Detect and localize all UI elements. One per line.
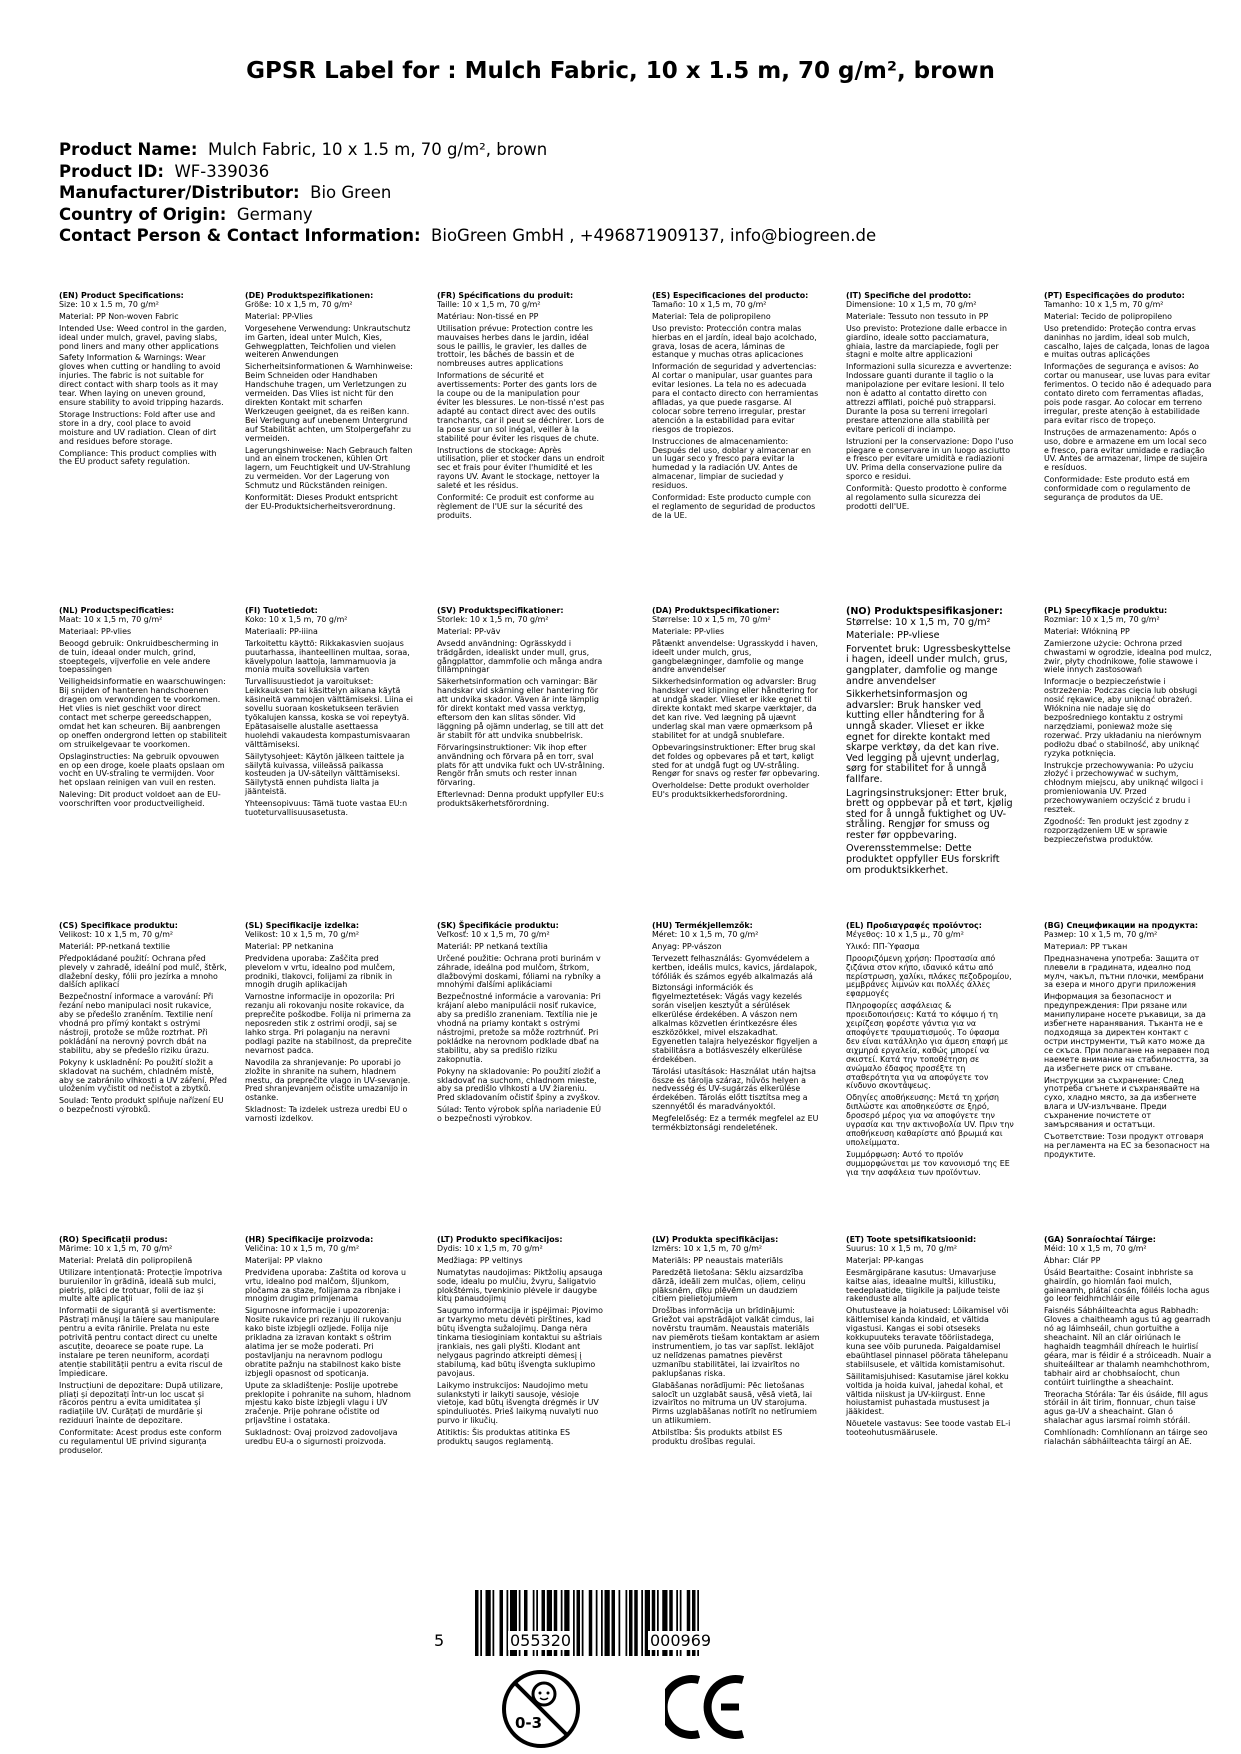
section-heading: (GA) Sonraíochtaí Táirge:: [1044, 1235, 1156, 1244]
section-heading: (PL) Specyfikacje produktu:: [1044, 606, 1168, 615]
section-size: Rozmiar: 10 x 1,5 m, 70 g/m²: [1044, 614, 1160, 624]
section-size: Størrelse: 10 x 1,5 m, 70 g/m²: [846, 616, 991, 628]
section-paragraph: Material: Tela de polipropileno: [652, 311, 771, 321]
section-size: Suurus: 10 x 1,5 m, 70 g/m²: [846, 1243, 958, 1253]
spec-section: [1044, 292, 1212, 506]
section-size: Tamaño: 10 x 1,5 m, 70 g/m²: [652, 299, 767, 309]
section-paragraph: Veiligheidsinformatie en waarschuwingen: Bij snijden of hanteren handschoenen dragen om verwondingen te voorkomen. Het vlies is niet geschikt voor direct contact met scherpe gereedschappen, omdat het kan scheuren. Bij aanbrengen op oneffen ondergrond letten op stabiliteit om struikelgevaar te voorkomen.: [59, 677, 227, 749]
section-size: Größe: 10 x 1,5 m, 70 g/m²: [245, 299, 353, 309]
section-paragraph: Opslaginstructies: Na gebruik opvouwen en op een droge, koele plaats opslaan om vocht en UV-straling te vermijden. Voor het opslaan reinigen van vuil en resten.: [59, 751, 225, 788]
section-paragraph: Säilytysohjeet: Käytön jälkeen taittele ja säilytä kuivassa, viileässä paikassa kosteuden ja UV-säteilyn välttämiseksi. Säilytystä ennen puhdista lialta ja jäänteistä.: [245, 751, 405, 797]
barcode-bar: [493, 1590, 495, 1656]
info-label: Manufacturer/Distributor:: [59, 183, 300, 202]
section-size: Méid: 10 x 1,5 m, 70 g/m²: [1044, 1243, 1147, 1253]
info-label: Product ID:: [59, 161, 164, 181]
barcode-bar: [589, 1590, 593, 1656]
section-paragraph: Υλικό: ΠΠ-Ύφασμα: [846, 941, 920, 951]
section-paragraph: Soulad: Tento produkt splňuje nařízení EU o bezpečnosti výrobků.: [59, 1096, 224, 1115]
section-paragraph: Informations de sécurité et avertissements: Porter des gants lors de la coupe ou de la manipulation pour éviter les blessures. Le non-tissé n'est pas adapté au contact direct avec des outils tranchants, car il peut se déchirer. Lors de la pose sur un sol inégal, veiller à la stabilité pour éviter les risques de chute.: [437, 371, 605, 443]
section-paragraph: Предназначена употреба: Защита от плевели в градината, идеално под мулч, чакъл, пътни плочки, мембрани за езера и много други приложения: [1044, 953, 1204, 990]
section-paragraph: Faisnéis Sábháilteachta agus Rabhadh: Gloves a chaitheamh agus tú ag gearradh nó ag láimhseáil, chun gortuithe a sheachaint. Níl an clár oiriúnach le haghaidh teagmháil dhíreach le huirlisí géara, mar is féidir é a stróiceadh. Nuair a shuiteáiltear ar thalamh neamhchothrom, tabhair aird ar chobhsaíocht, chun contúirt tuirlingthe a sheachaint.: [1044, 1306, 1212, 1387]
section-paragraph: Informacje o bezpieczeństwie i ostrzeżenia: Podczas cięcia lub obsługi nosić rękawice, aby uniknąć obrażeń. Włóknina nie nadaje się do bezpośredniego kontaktu z ostrymi narzędziami, ponieważ może się rozerwać. Przy układaniu na nierównym podłożu dbać o stabilność, aby uniknąć ryzyka potknięcia.: [1044, 677, 1202, 758]
barcode-bar: [612, 1590, 616, 1656]
spec-section: [437, 292, 605, 524]
info-row: [59, 225, 876, 247]
spec-section: [1044, 1236, 1212, 1450]
section-paragraph: Información de seguridad y advertencias: Al cortar o manipular, usar guantes para evitar lesiones. La tela no es adecuada para el contacto directo con herramientas afiladas, ya que puede rasgarse. Al colocar sobre terreno irregular, prestar atención a la estabilidad para evitar riesgos de tropiezos.: [652, 362, 819, 434]
section-paragraph: Sigurnosne informacije i upozorenja: Nosite rukavice pri rezanju ili rukovanju kako biste izbjegli ozljede. Folija nije prikladna za izravan kontakt s oštrim alatima jer se može poderati. Pri postavljanju na neravnom podlogu obratite pažnju na stabilnost kako biste izbjegli opasnost od spoticanja.: [245, 1306, 402, 1378]
info-value: WF-339036: [174, 161, 270, 181]
section-paragraph: Πληροφορίες ασφάλειας & προειδοποιήσεις: Κατά το κόψιμο ή τη χειρίζεση φορέστε γάντια για να αποφύγετε τραυματισμούς. Το ύφασμα δεν είναι κατάλληλο για άμεση επαφή με αιχμηρά εργαλεία, καθώς μπορεί να σκιστεί. Κατά την τοποθέτηση σε ανώμαλο έδαφος προσέξτε τη σταθερότητα για να αποφύγετε τον κίνδυνο σκοντάψεως.: [846, 1001, 1009, 1091]
section-heading: (EL) Προδιαγραφές προϊόντος:: [846, 921, 982, 930]
barcode-bar: [596, 1590, 598, 1656]
section-paragraph: Zamierzone użycie: Ochrona przed chwastami w ogrodzie, idealna pod mulcz, żwir, płyty chodnikowe, folie stawowe i wiele innych zastosowań: [1044, 638, 1212, 675]
section-paragraph: Treoracha Stórála: Tar éis úsáide, fill agus stóráil in áit tirim, fionnuar, chun taise agus ga-UV a sheachaint. Glan ó shalachar agus iarsmaí roimh stóráil.: [1044, 1389, 1208, 1426]
section-size: Размер: 10 x 1,5 m, 70 g/m²: [1044, 929, 1158, 939]
section-heading: (CS) Specifikace produktu:: [59, 921, 178, 930]
info-row: [59, 204, 876, 226]
section-paragraph: Material: PP Non-woven Fabric: [59, 311, 179, 321]
section-paragraph: Saugumo informacija ir įspėjimai: Pjovimo ar tvarkymo metu dėvėti pirštines, kad būtų išvengta sužalojimų. Danga nėra tinkama tiesioginiam kontaktui su aštriais įrankiais, nes gali plyšti. Klodant ant nelygaus pagrindo atkreipti dėmesį į stabilumą, kad būtų išvengta suklupimo pavojaus.: [437, 1306, 603, 1378]
section-paragraph: Conformidade: Este produto está em conformidade com o regulamento de segurança de produtos da UE.: [1044, 475, 1191, 503]
section-size: Mărime: 10 x 1,5 m, 70 g/m²: [59, 1243, 173, 1253]
ce-mark-icon: [665, 1672, 747, 1742]
section-heading: (ES) Especificaciones del producto:: [652, 291, 809, 300]
product-info-block: [59, 139, 876, 247]
barcode-right-digits: 000969: [650, 1631, 712, 1650]
section-paragraph: Eesmärgipärane kasutus: Umavarjuse kaitse aias, ideaalne multši, killustiku, teedeplaatide, tiigikile ja paljude teiste rakenduste alla: [846, 1267, 1001, 1304]
spec-section: [846, 922, 1014, 1180]
spec-section: [652, 292, 820, 524]
section-size: Izmērs: 10 x 1,5 m, 70 g/m²: [652, 1243, 763, 1253]
section-paragraph: Sukladnost: Ovaj proizvod zadovoljava uredbu EU-a o sigurnosti proizvoda.: [245, 1428, 398, 1447]
section-paragraph: Vorgesehene Verwendung: Unkrautschutz im Garten, ideal unter Mulch, Kies, Gehwegplatten, Teichfolien und vielen weiteren Anwendungen: [245, 323, 411, 360]
barcode-bar: [486, 1590, 491, 1656]
section-paragraph: Lagringsinstruksjoner: Etter bruk, brett og oppbevar på et tørt, kjølig sted for å unngå fuktighet og UV-stråling. Rengjør for smuss og rester før oppbevaring.: [846, 787, 1013, 841]
spec-section: [1044, 607, 1212, 848]
section-paragraph: Instrukcje przechowywania: Po użyciu złożyć i przechowywać w suchym, chłodnym miejscu, aby uniknąć wilgoci i promieniowania UV. Przed przechowywaniem oczyścić z brudu i resztek.: [1044, 760, 1204, 815]
section-size: Dydis: 10 x 1,5 m, 70 g/m²: [437, 1243, 543, 1253]
info-value: Mulch Fabric, 10 x 1.5 m, 70 g/m², brown: [207, 140, 548, 159]
svg-text:0-3: 0-3: [515, 1714, 543, 1732]
info-label: Country of Origin:: [59, 204, 227, 224]
barcode-bar: [577, 1590, 581, 1656]
section-paragraph: Materjal: PP-kangas: [846, 1255, 924, 1265]
spec-section: [437, 1236, 605, 1450]
section-paragraph: Инструкции за съхранение: След употреба сгънете и съхранявайте на сухо, хладно място, за да избегнете влага и UV-излъчване. Преди съхранение почистете от замърсявания и остатъци.: [1044, 1075, 1200, 1130]
section-paragraph: Určené použitie: Ochrana proti burinám v záhrade, ideálna pod mulčom, štrkom, dlažbovými doskami, fóliami na rybníky a mnohými ďalšími aplikáciami: [437, 953, 601, 990]
section-paragraph: Storage Instructions: Fold after use and store in a dry, cool place to avoid moisture and UV radiation. Clean of dirt and residues before storage.: [59, 409, 217, 446]
info-value: BioGreen GmbH , +496871909137, info@biogreen.de: [431, 226, 877, 245]
spec-section: [59, 607, 227, 812]
barcode-bar: [619, 1590, 621, 1656]
section-paragraph: Ábhar: Clár PP: [1044, 1255, 1101, 1265]
section-size: Taille: 10 x 1,5 m, 70 g/m²: [437, 299, 541, 309]
section-paragraph: Beoogd gebruik: Onkruidbescherming in de tuin, ideaal onder mulch, grind, stoeptegels, vijverfolie en vele andere toepassingen: [59, 638, 219, 675]
info-row: [59, 139, 876, 161]
section-paragraph: Conformité: Ce produit est conforme au règlement de l'UE sur la sécurité des produits.: [437, 493, 594, 520]
section-paragraph: Materiale: PP-vliese: [846, 630, 940, 642]
section-heading: (SV) Produktspecifikationer:: [437, 606, 564, 615]
section-paragraph: Instrucțiuni de depozitare: După utilizare, pliați și depozitați într-un loc uscat și răcoros pentru a evita umiditatea și radiațiile UV. Curățați de murdărie și reziduuri înainte de depozitare.: [59, 1380, 224, 1426]
barcode-bar: [629, 1590, 633, 1656]
section-paragraph: Numatytas naudojimas: Piktžolių apsauga sode, idealu po mulčiu, žvyru, šaligatvio plokštėmis, tvenkinio plėvele ir daugybe kitų panaudojimų: [437, 1267, 603, 1304]
section-paragraph: Safety Information & Warnings: Wear gloves when cutting or handling to avoid injuries. The fabric is not suitable for direct contact with sharp tools as it may tear. When laying on uneven ground, ensure stability to avoid tripping hazards.: [59, 353, 224, 407]
barcode-left-digits: 055320: [510, 1631, 572, 1650]
barcode-bar: [634, 1590, 638, 1656]
section-paragraph: Säilitamisjuhised: Kasutamise järel kokku voltida ja hoida kuival, jahedal kohal, et vältida niiskust ja UV-kiirgust. Enne hoiustamist puhastada mustusest ja jääkidest.: [846, 1371, 1009, 1417]
spec-section: [1044, 922, 1212, 1163]
barcode-bar: [601, 1590, 603, 1656]
page-title: GPSR Label for : Mulch Fabric, 10 x 1.5 m, 70 g/m², brown: [246, 58, 995, 84]
section-paragraph: Utilisation prévue: Protection contre les mauvaises herbes dans le jardin, idéal sous le paillis, le gravier, les dalles de trottoir, les bâches de bassin et de nombreuses autres applications: [437, 323, 593, 369]
section-paragraph: Materiał: Włókniną PP: [1044, 626, 1130, 636]
barcode-bar: [626, 1590, 628, 1656]
section-paragraph: Instruções de armazenamento: Após o uso, dobre e armazene em um local seco e fresco, para evitar umidade e radiação UV. Antes de armazenar, limpe de sujeira e resíduos.: [1044, 427, 1208, 473]
section-paragraph: Sicherheitsinformationen & Warnhinweise: Beim Schneiden oder Handhaben Handschuhe tragen, um Verletzungen zu vermeiden. Das Vlies ist nicht für den direkten Kontakt mit scharfen Werkzeugen geeignet, da es reißen kann. Bei Verlegung auf unebenem Untergrund auf Stabilität achten, um Stolpergefahr zu vermeiden.: [245, 362, 413, 443]
section-paragraph: Tervezett felhasználás: Gyomvédelem a kertben, ideális mulcs, kavics, járdalapok, tófóliák és számos egyéb alkalmazás alá: [652, 953, 818, 981]
section-paragraph: Overensstemmelse: Dette produktet oppfyller EUs forskrift om produktsikkerhet.: [846, 843, 1000, 876]
section-paragraph: Súlad: Tento výrobok spĺňa nariadenie EÚ o bezpečnosti výrobkov.: [437, 1105, 602, 1124]
section-size: Veľkosť: 10 x 1,5 m, 70 g/m²: [437, 929, 550, 939]
section-paragraph: Efterlevnad: Denna produkt uppfyller EU:s produktsäkerhetsförordning.: [437, 790, 604, 809]
section-paragraph: Instrucciones de almacenamiento: Después del uso, doblar y almacenar en un lugar seco y fresco para evitar la humedad y la radiación UV. Antes de almacenar, limpiar de suciedad y residuos.: [652, 436, 812, 491]
spec-section: [245, 1236, 413, 1450]
section-paragraph: Sikkerhetsinformasjon og advarsler: Bruk hansker ved kutting eller håndtering for å unngå skader. Vlieset er ikke egnet for direkte kontakt med skarpe verktøy, da det kan rive. Ved legging på ujevnt underlag, sørg for stabilitet for å unngå fallfare.: [846, 689, 1000, 785]
section-paragraph: Materiál: PP netkaná textília: [437, 941, 548, 951]
section-paragraph: Megfelelőség: Ez a termék megfelel az EU termékbiztonsági rendeletének.: [652, 1114, 819, 1133]
section-paragraph: Материал: PP тъкан: [1044, 941, 1128, 951]
section-paragraph: Matériau: Non-tissé en PP: [437, 311, 539, 321]
section-paragraph: Conformitate: Acest produs este conform cu regulamentul UE privind siguranța produselor.: [59, 1428, 222, 1455]
section-paragraph: Materiale: Tessuto non tessuto in PP: [846, 311, 989, 321]
spec-section: [437, 607, 605, 812]
section-heading: (RO) Specificații produs:: [59, 1235, 168, 1244]
section-paragraph: Forventet bruk: Ugressbeskyttelse i hagen, ideell under mulch, grus, gangplater, damfolie og mange andre anvendelser: [846, 643, 1011, 687]
section-paragraph: Προοριζόμενη χρήση: Προστασία από ζιζάνια στον κήπο, ιδανικό κάτω από περίστρωση, χαλίκι, πλάκες πεζοδρομίου, μεμβράνες λιμνών και πολλές άλλες εφαρμογές: [846, 953, 1012, 999]
section-heading: (DA) Produktspecifikationer:: [652, 606, 780, 615]
section-paragraph: Materiaal: PP-vlies: [59, 626, 132, 636]
section-paragraph: Material: PP-väv: [437, 626, 501, 636]
section-paragraph: Förvaringsinstruktioner: Vik ihop efter användning och förvara på en torr, sval plats för att undvika fukt och UV-strålning. Rengör från smuts och rester innan förvaring.: [437, 742, 605, 788]
section-size: Méret: 10 x 1,5 m, 70 g/m²: [652, 929, 759, 939]
section-paragraph: Uso pretendido: Proteção contra ervas daninhas no jardim, ideal sob mulch, cascalho, lajes de calçada, lonas de lagoa e muitas outras aplicações: [1044, 323, 1210, 360]
section-size: Størrelse: 10 x 1,5 m, 70 g/m²: [652, 614, 771, 624]
section-paragraph: Informações de segurança e avisos: Ao cortar ou manusear, use luvas para evitar ferimentos. O tecido não é adequado para contato direto com ferramentas afiadas, pois pode rasgar. Ao colocar em terreno irregular, preste atenção à estabilidade para evitar risco de tropeço.: [1044, 362, 1212, 425]
section-paragraph: Uso previsto: Protezione dalle erbacce in giardino, ideale sotto pacciamatura, ghiaia, lastre da marciapiede, fogli per stagni e molte altre applicazioni: [846, 323, 1007, 360]
spec-section: [245, 922, 413, 1127]
section-paragraph: Naleving: Dit product voldoet aan de EU-voorschriften voor productveiligheid.: [59, 790, 221, 809]
section-paragraph: Turvallisuustiedot ja varoitukset: Leikkauksen tai käsittelyn aikana käytä käsineitä vammojen välttämiseksi. Liina ei sovellu suoraan kosketukseen terävien työkalujen kanssa, koska se voi repeytyä. Epätasaiselle alustalle asettaessa huolehdi vakaudesta kompastumisvaaran välttämiseksi.: [245, 677, 413, 749]
section-paragraph: Navodila za shranjevanje: Po uporabi jo zložite in shranite na suhem, hladnem mestu, da preprečite vlago in UV-sevanje. Pred shranjevanjem očistite umazanijo in ostanke.: [245, 1057, 411, 1103]
section-heading: (IT) Specifiche del prodotto:: [846, 291, 972, 300]
section-size: Dimensione: 10 x 1,5 m, 70 g/m²: [846, 299, 977, 309]
spec-section: [59, 922, 227, 1118]
section-paragraph: Overholdelse: Dette produkt overholder EU's produktsikkerhedsforordning.: [652, 781, 810, 800]
section-heading: (LT) Produkto specifikacijos:: [437, 1235, 563, 1244]
section-paragraph: Material: PP-Vlies: [245, 311, 313, 321]
section-paragraph: Sikkerhedsinformation og advarsler: Brug handsker ved klipning eller håndtering for at undgå skader. Vlieset er ikke egnet til direkte kontakt med skarpe værktøjer, da det kan rive. Ved lægning på ujævnt underlag skal man være opmærksom på stabilitet for at undgå snublefare.: [652, 677, 819, 740]
section-heading: (SK) Špecifikácie produktu:: [437, 921, 559, 930]
spec-section: [437, 922, 605, 1127]
section-paragraph: Anyag: PP-vászon: [652, 941, 722, 951]
section-paragraph: Intended Use: Weed control in the garden, ideal under mulch, gravel, paving slabs, pond liners and many other applications: [59, 323, 227, 351]
spec-section: [245, 292, 413, 515]
section-paragraph: Bezpečnostné informácie a varovania: Pri krájaní alebo manipulácii nosiť rukavice, aby sa predišlo zraneniam. Textília nie je vhodná na priamy kontakt s ostrými nástrojmi, pretože sa môže roztrhnúť. Pri pokládke na nerovnom podklade dbať na stabilitu, aby sa predišlo riziku zakopnutia.: [437, 992, 601, 1064]
section-paragraph: Utilizare intenționată: Protecție împotriva buruienilor în grădină, ideală sub mulci, pietriș, plăci de trotuar, folii de iaz și multe alte aplicații: [59, 1267, 223, 1304]
section-paragraph: Drošības informācija un brīdinājumi: Griežot vai apstrādājot valkāt cimdus, lai novērstu traumām. Neaustais materiāls nav piemērots tiešam kontaktam ar asiem instrumentiem, jo tas var saplīst. Ieklājot uz nelīdzenas pamatnes pievērst uzmanību stabilitātei, lai izvairītos no paklupšanas riska.: [652, 1306, 820, 1378]
spec-section: [59, 292, 227, 470]
spec-section: [652, 1236, 820, 1450]
section-paragraph: Pokyny k uskladnění: Po použití složit a skladovat na suchém, chladném místě, aby se zabránilo vlhkosti a UV záření. Před uložením vyčistit od nečistot a zbytků.: [59, 1057, 227, 1094]
section-paragraph: Material: Tecido de polipropileno: [1044, 311, 1173, 321]
info-row: [59, 182, 876, 204]
section-size: Size: 10 x 1.5 m, 70 g/m²: [59, 299, 159, 309]
section-paragraph: Glabāšanas norādījumi: Pēc lietošanas salocīt un uzglabāt sausā, vēsā vietā, lai izvairītos no mitruma un UV starojuma. Pirms uzglabāšanas notīrīt no netīrumiem un atlikumiem.: [652, 1380, 817, 1426]
section-paragraph: Lagerungshinweise: Nach Gebrauch falten und an einem trockenen, kühlen Ort lagern, um Feuchtigkeit und UV-Strahlung zu vermeiden. Vor der Lagerung von Schmutz und Rückständen reinigen.: [245, 445, 413, 491]
barcode-bar: [480, 1590, 482, 1656]
section-paragraph: Säkerhetsinformation och varningar: Bär handskar vid skärning eller hantering för att undvika skador. Väven är inte lämplig för direkt kontakt med vassa verktyg, eftersom den kan slitas sönder. Vid läggning på ojämn underlag, se till att det är stabilt för att undvika snubbelrisk.: [437, 677, 604, 740]
info-value: Bio Green: [310, 183, 392, 202]
section-paragraph: Upute za skladištenje: Poslije upotrebe preklopite i pohranite na suhom, hladnom mjestu kako biste izbjegli vlagu i UV zračenje. Prije pohrane očistite od prljavštine i ostataka.: [245, 1380, 411, 1426]
section-paragraph: Conformidad: Este producto cumple con el reglamento de seguridad de productos de la UE.: [652, 493, 816, 520]
section-paragraph: Předpokládané použití: Ochrana před plevely v zahradě, ideální pod mulč, štěrk, dlažební desky, fólii pro jezírka a mnoho dalších aplikací: [59, 953, 227, 990]
section-paragraph: Instructions de stockage: Après utilisation, plier et stocker dans un endroit sec et frais pour éviter l'humidité et les rayons UV. Avant le stockage, nettoyer la saleté et les résidus.: [437, 445, 605, 491]
section-size: Velikost: 10 x 1,5 m, 70 g/m²: [245, 929, 360, 939]
section-paragraph: Съответствие: Този продукт отговаря на регламента на ЕС за безопасност на продуктите.: [1044, 1131, 1210, 1159]
section-heading: (LV) Produkta specifikācijas:: [652, 1235, 779, 1244]
section-heading: (FR) Spécifications du produit:: [437, 291, 574, 300]
section-size: Μέγεθος: 10 x 1,5 μ., 70 g/m²: [846, 929, 964, 939]
section-paragraph: Predviđena uporaba: Zaštita od korova u vrtu, idealno pod malčom, šljunkom, pločama za staze, folijama za ribnjake i mnogim drugim primjenama: [245, 1267, 406, 1304]
section-paragraph: Materiál: PP-netkaná textilie: [59, 941, 170, 951]
section-paragraph: Konformität: Dieses Produkt entspricht der EU-Produktsicherheitsverordnung.: [245, 493, 398, 511]
section-paragraph: Compliance: This product complies with the EU product safety regulation.: [59, 448, 217, 467]
section-paragraph: Informații de siguranță și avertismente: Păstrați mănuși la tăiere sau manipulare pentru a evita rănirile. Prelata nu este potrivită pentru contact direct cu unelte ascuțite, deoarece se poate rupe. La instalare pe teren neuniform, acordați atenție stabilității pentru a evita riscul de împiedicare.: [59, 1306, 223, 1378]
section-paragraph: Medžiaga: PP veltinys: [437, 1255, 523, 1265]
section-paragraph: Predvidena uporaba: Zaščita pred plevelom v vrtu, idealno pod mulčem, prodniki, tlakovci, folijami za ribnik in mnogih drugih aplikacijah: [245, 953, 396, 990]
section-heading: (PT) Especificações do produto:: [1044, 291, 1185, 300]
section-heading: (SL) Specifikacije izdelka:: [245, 921, 360, 930]
section-paragraph: Tarkoitettu käyttö: Rikkakasvien suojaus puutarhassa, ihanteellinen multaa, soraa, kävelypolun laattoja, lammamuovia ja monia muita sovelluksia varten: [245, 638, 410, 675]
spec-section: [59, 1236, 227, 1459]
section-heading: (HU) Termékjellemzők:: [652, 921, 753, 930]
section-paragraph: Pokyny na skladovanie: Po použití zložiť a skladovať na suchom, chladnom mieste, aby sa predišlo vlhkosti a UV žiareniu. Pred skladovaním očistiť špiny a zvyškov.: [437, 1066, 601, 1103]
section-paragraph: Materiāls: PP neaustais materiāls: [652, 1255, 783, 1265]
section-paragraph: Skladnost: Ta izdelek ustreza uredbi EU o varnosti izdelkov.: [245, 1105, 408, 1124]
spec-section: [846, 1236, 1014, 1441]
section-paragraph: Atbilstība: Šis produkts atbilst ES produktu drošības regulai.: [652, 1428, 783, 1447]
section-paragraph: Οδηγίες αποθήκευσης: Μετά τη χρήση διπλώστε και αποθηκεύστε σε ξηρό, δροσερό μέρος για να αποφύγετε την υγρασία και την ακτινοβολία UV. Πριν την αποθήκευση καθαρίστε από βρωμιά και υπολείμματα.: [846, 1093, 1014, 1147]
section-paragraph: Påtænkt anvendelse: Ugrasskydd i haven, ideelt under mulch, grus, gangbelægninger, damfolie og mange andre anvendelser: [652, 638, 818, 675]
section-paragraph: Material: Prelată din polipropilenă: [59, 1255, 193, 1265]
section-size: Maat: 10 x 1,5 m, 70 g/m²: [59, 614, 163, 624]
section-heading: (EN) Product Specifications:: [59, 291, 184, 300]
section-paragraph: Materiale: PP-vlies: [652, 626, 725, 636]
section-heading: (ET) Toote spetsifikatsioonid:: [846, 1235, 977, 1244]
section-paragraph: Comhlíonadh: Comhlíonann an táirge seo rialachán sábháilteachta táirgí an AE.: [1044, 1428, 1208, 1447]
section-paragraph: Opbevaringsinstruktioner: Efter brug skal det foldes og opbevares på et tørt, køligt sted for at undgå fugt og UV-stråling. Rengør for snavs og rester før opbevaring.: [652, 742, 820, 779]
section-paragraph: Informazioni sulla sicurezza e avvertenze: Indossare guanti durante il taglio o la manipolazione per evitare lesioni. Il telo non è adatto al contatto diretto con attrezzi affilati, poiché può strapparsi. Durante la posa su terreni irregolari prestare attenzione alla stabilità per evitare pericoli di inciampo.: [846, 362, 1012, 434]
section-paragraph: Yhteensopivuus: Tämä tuote vastaa EU:n tuoteturvallisuusasetusta.: [245, 799, 408, 818]
section-size: Storlek: 10 x 1,5 m, 70 g/m²: [437, 614, 549, 624]
section-heading: (NL) Productspecificaties:: [59, 606, 175, 615]
barcode-bar: [500, 1590, 504, 1656]
not-for-children-0-3-icon: [500, 1668, 582, 1750]
barcode-bar: [605, 1590, 610, 1656]
section-paragraph: Varnostne informacije in opozorila: Pri rezanju ali rokovanju nosite rokavice, da preprečite poškodbe. Folija ni primerna za neposreden stik z ostrimi orodji, saj se lahko strga. Pri polaganju na neravni podlagi pazite na stabilnost, da preprečite nevarnost padca.: [245, 992, 412, 1055]
section-paragraph: Biztonsági információk és figyelmeztetések: Vágás vagy kezelés során viseljen kesztyűt a sérülések elkerülése érdekében. A vászon nem alkalmas közvetlen érintkezésre éles eszközökkel, mivel elszakadhat. Egyenetlen talajra helyezéskor figyeljen a stabilitásra a botlásveszély elkerülése érdekében.: [652, 983, 818, 1064]
section-paragraph: Laikymo instrukcijos: Naudojimo metu sulankstyti ir laikyti sausoje, vėsioje vietoje, kad būtų išvengta drėgmės ir UV spinduliuotės. Prieš laikymą nuvalyti nuo purvo ir likučių.: [437, 1380, 599, 1426]
section-paragraph: Materijal: PP vlakno: [245, 1255, 323, 1265]
section-paragraph: Tárolási utasítások: Használat után hajtsa össze és tárolja száraz, hűvös helyen a nedvesség és UV-sugárzás elkerülése érdekében. Tárolás előtt tisztítsa meg a szennyétől és maradványoktól.: [652, 1066, 816, 1112]
section-paragraph: Информация за безопасност и предупреждения: При рязане или манипулиране носете ръкавици, за да избегнете наранявания. Тъканта не е подходяща за директен контакт с остри инструменти, тъй като може да се скъса. При полагане на неравен под наемете внимание на стабилността, за да избегнете риск от спъване.: [1044, 992, 1210, 1073]
section-size: Veličina: 10 x 1,5 m, 70 g/m²: [245, 1243, 360, 1253]
section-heading: (HR) Specifikacije proizvoda:: [245, 1235, 374, 1244]
info-row: [59, 161, 876, 183]
barcode-bar: [475, 1590, 479, 1656]
section-heading: (NO) Produktspesifikasjoner:: [846, 606, 1003, 617]
section-paragraph: Úsáid Beartaithe: Cosaint inbhriste sa ghairdín, go hiomlán faoi mulch, gaineamh, plátaí cosán, fóiléis locha agus go leor feidhmchláir eile: [1044, 1267, 1210, 1304]
barcode-bar: [573, 1590, 575, 1656]
section-size: Velikost: 10 x 1,5 m, 70 g/m²: [59, 929, 174, 939]
barcode-bar: [641, 1590, 643, 1656]
section-paragraph: Conformità: Questo prodotto è conforme al regolamento sulla sicurezza dei prodotti dell'UE.: [846, 484, 1007, 511]
barcode-first-digit: 5: [434, 1631, 445, 1650]
section-size: Tamanho: 10 x 1,5 m, 70 g/m²: [1044, 299, 1164, 309]
spec-section: [652, 607, 820, 803]
info-value: Germany: [236, 204, 313, 224]
spec-section: [245, 607, 413, 821]
section-paragraph: Zgodność: Ten produkt jest zgodny z rozporządzeniem UE w sprawie bezpieczeństwa produktów.: [1044, 816, 1189, 844]
section-size: Koko: 10 x 1,5 m, 70 g/m²: [245, 614, 348, 624]
section-paragraph: Uso previsto: Protección contra malas hierbas en el jardín, ideal bajo acolchado, grava, losas de acera, láminas de estanque y muchas otras aplicaciones: [652, 323, 817, 360]
section-paragraph: Istruzioni per la conservazione: Dopo l'uso piegare e conservare in un luogo asciutto e fresco per evitare umidità e radiazioni UV. Prima della conservazione pulire da sporco e residui.: [846, 436, 1014, 482]
spec-section: [652, 922, 820, 1136]
section-paragraph: Materiaali: PP-iiina: [245, 626, 318, 636]
spec-section: [846, 607, 1014, 879]
section-paragraph: Ohutusteave ja hoiatused: Lõikamisel või käitlemisel kanda kindaid, et vältida vigastusi. Kangas ei sobi otseseks kokkupuuteks teravate tööriistadega, kuna see võib puruneda. Paigaldamisel ebaühtlasel pinnasel pöörata tähelepanu stabiilsusele, et vältida komistamisohut.: [846, 1306, 1009, 1369]
barcode-bar: [582, 1590, 584, 1656]
section-heading: (DE) Produktspezifikationen:: [245, 291, 374, 300]
spec-section: [846, 292, 1014, 515]
section-paragraph: Material: PP netkanina: [245, 941, 334, 951]
section-paragraph: Bezpečnostní informace a varování: Při řezání nebo manipulaci nosit rukavice, aby se předešlo zraněním. Textilie není vhodná pro přímý kontakt s ostrými nástroji, protože se může roztrhat. Při pokládání na nerovný povrch dbát na stabilitu, aby se předešlo riziku úrazu.: [59, 992, 214, 1055]
section-heading: (BG) Спецификации на продукта:: [1044, 921, 1199, 930]
section-paragraph: Συμμόρφωση: Αυτό το προϊόν συμμορφώνεται με τον κανονισμό της ΕΕ για την ασφάλεια των προϊόντων.: [846, 1149, 1010, 1177]
info-label: Contact Person & Contact Information:: [59, 226, 421, 245]
section-paragraph: Nõuetele vastavus: See toode vastab EL-i tooteohutusmäärusele.: [846, 1419, 1011, 1438]
section-paragraph: Paredzētā lietošana: Sēklu aizsardzība dārzā, ideāli zem mulčas, oļiem, celiņu plāksnēm, dīķu plēvēm un daudziem citiem pielietojumiem: [652, 1267, 806, 1304]
info-label: Product Name:: [59, 140, 198, 159]
section-paragraph: Atitiktis: Šis produktas atitinka ES produktų saugos reglamentą.: [437, 1428, 570, 1447]
section-heading: (FI) Tuotetiedot:: [245, 606, 318, 615]
section-paragraph: Avsedd användning: Ogräs​skydd i trädgården, idealiskt under mull, grus, gångplattor, dammfolie och många andra tillämpningar: [437, 638, 603, 675]
